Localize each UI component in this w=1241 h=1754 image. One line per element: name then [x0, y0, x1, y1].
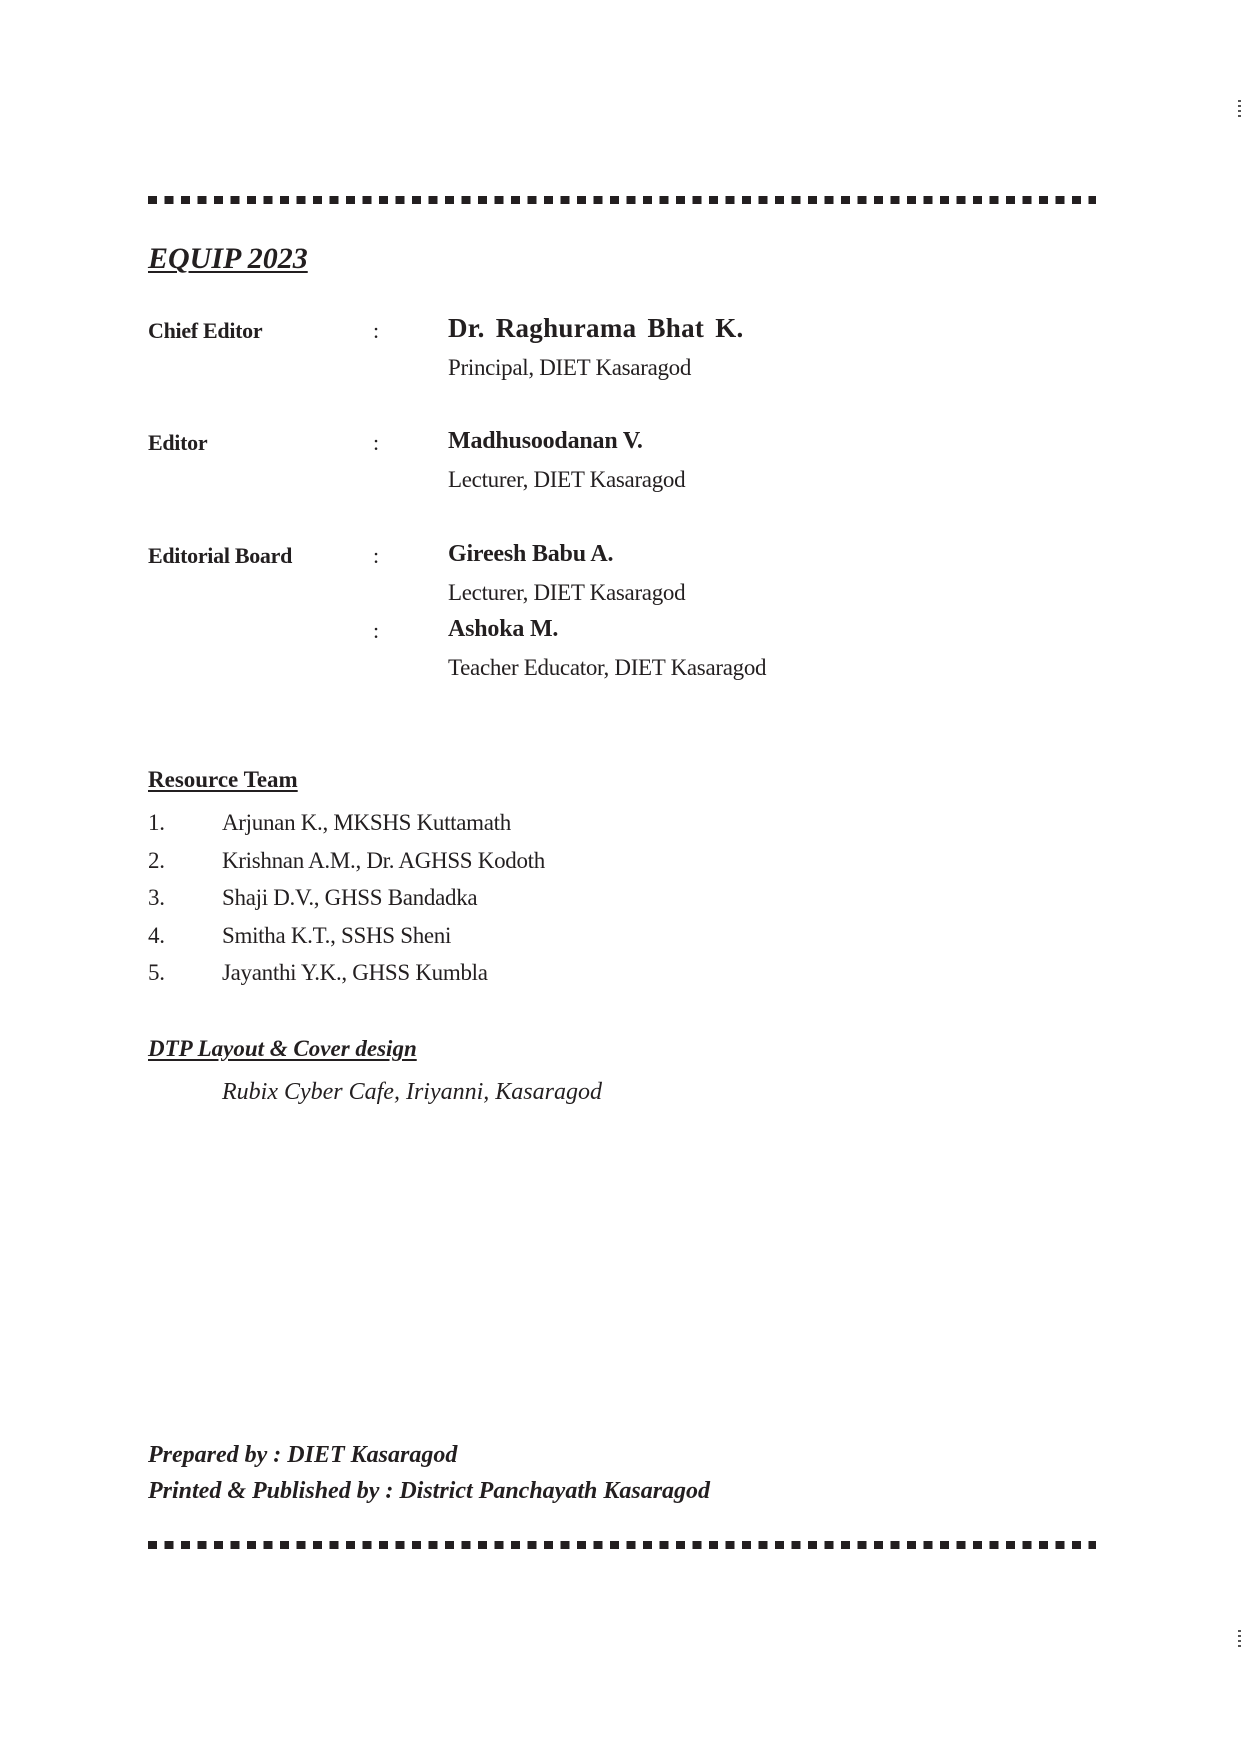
document-title: EQUIP 2023 [148, 242, 308, 275]
editorial-board-colon-2: : [373, 618, 380, 643]
list-item-text: Shaji D.V., GHSS Bandadka [222, 885, 478, 910]
top-dotted-divider [148, 196, 1096, 204]
prepared-by: Prepared by : DIET Kasaragod [148, 1442, 458, 1468]
list-item-text: Jayanthi Y.K., GHSS Kumbla [222, 960, 488, 985]
list-item-number: 4. [148, 922, 165, 948]
editorial-board-member-name: Ashoka M. [448, 616, 559, 642]
list-item-text: Smitha K.T., SSHS Sheni [222, 922, 452, 948]
editorial-board-colon-1: : [373, 543, 380, 568]
editor-role: Lecturer, DIET Kasaragod [448, 467, 686, 492]
published-by: Printed & Published by : District Panchayath Kasaragod [148, 1478, 711, 1504]
editorial-board-member-role: Lecturer, DIET Kasaragod [448, 580, 686, 605]
editorial-board-member-name: Gireesh Babu A. [448, 541, 614, 567]
chief-editor-name: Dr. Raghurama Bhat K. [448, 313, 744, 343]
chief-editor-role: Principal, DIET Kasaragod [448, 355, 692, 380]
bottom-dotted-divider [148, 1541, 1096, 1549]
resource-team-heading: Resource Team [148, 767, 298, 792]
list-item-number: 5. [148, 960, 165, 985]
dtp-credit: Rubix Cyber Cafe, Iriyanni, Kasaragod [222, 1079, 602, 1105]
dtp-heading: DTP Layout & Cover design [148, 1036, 417, 1061]
editorial-board-label: Editorial Board [148, 543, 293, 568]
list-item-number: 3. [148, 885, 165, 910]
editor-label: Editor [148, 430, 208, 455]
list-item-number: 1. [148, 810, 165, 835]
editor-colon: : [373, 430, 380, 455]
list-item-text: Arjunan K., MKSHS Kuttamath [222, 810, 511, 835]
list-item-text: Krishnan A.M., Dr. AGHSS Kodoth [222, 847, 545, 873]
list-item-number: 2. [148, 847, 165, 873]
chief-editor-colon: : [373, 318, 380, 343]
editorial-board-member-role: Teacher Educator, DIET Kasaragod [448, 655, 767, 680]
chief-editor-label: Chief Editor [148, 318, 263, 343]
editor-name: Madhusoodanan V. [448, 428, 643, 454]
